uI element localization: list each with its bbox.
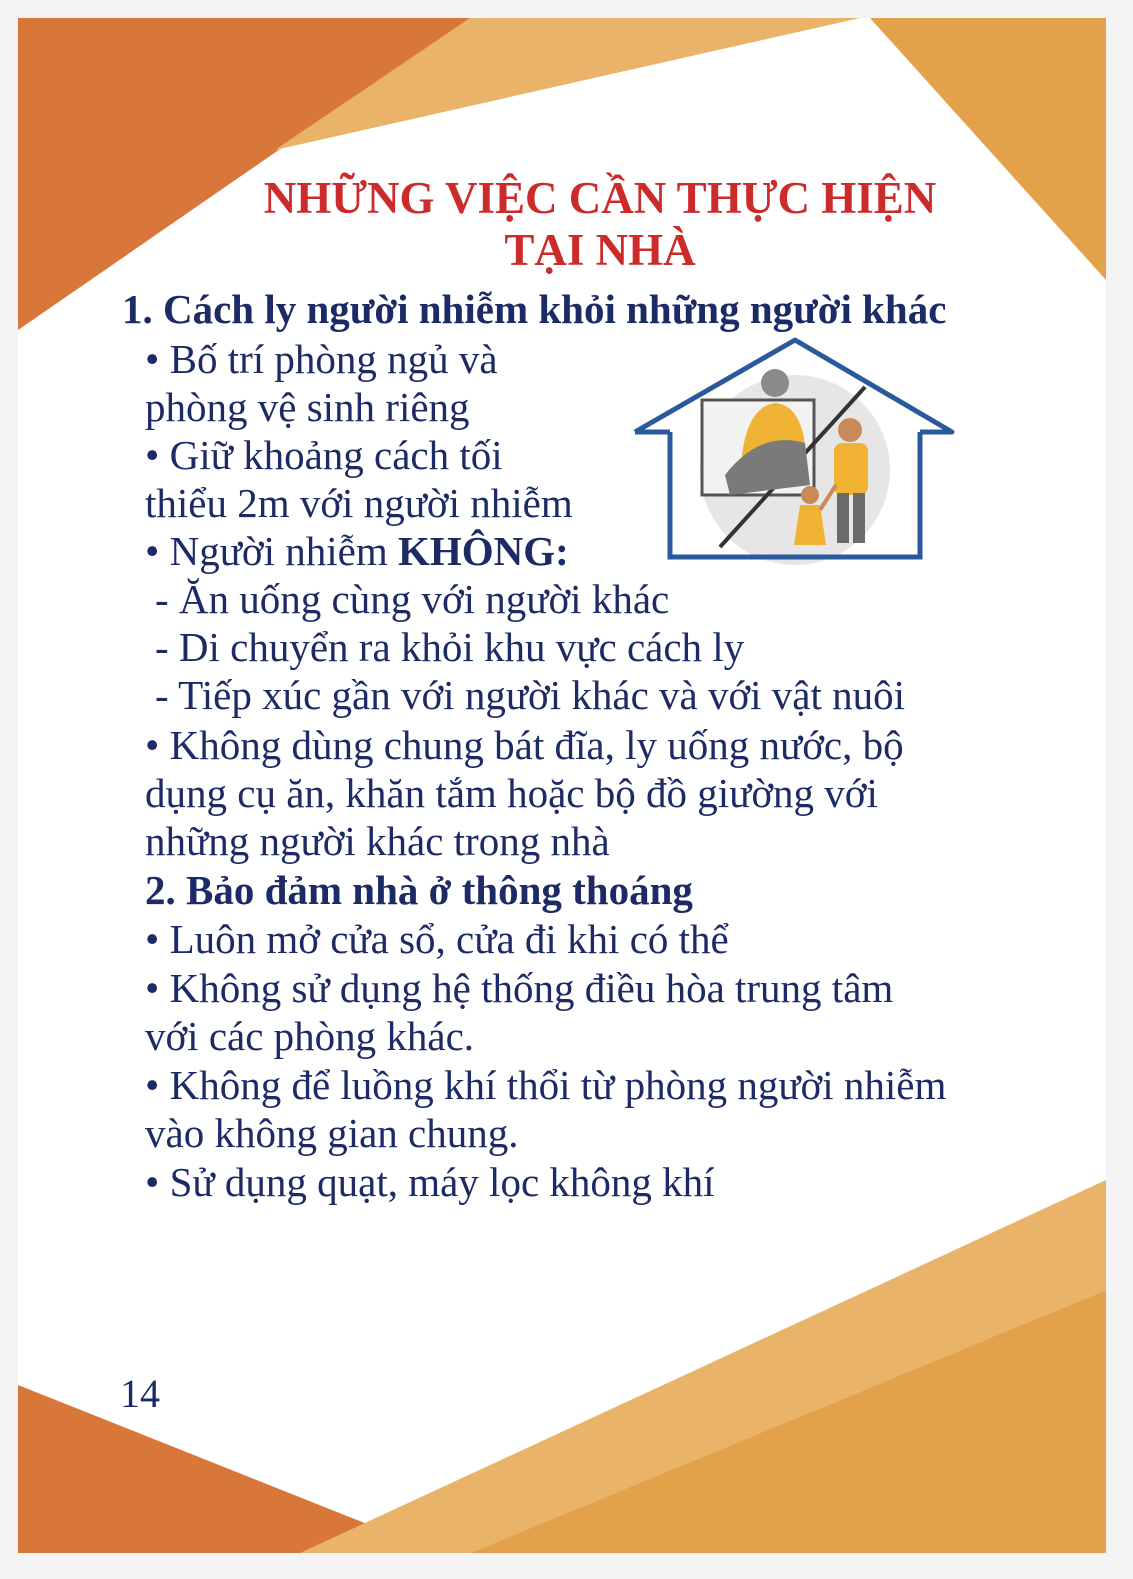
house-isolation-illustration [630, 335, 960, 575]
section-2-bullet-2-line-2: với các phòng khác. [145, 1013, 475, 1059]
section-1-bullet-1-line-1: • Bố trí phòng ngủ và [145, 336, 498, 382]
section-1-sub-item-1: - Ăn uống cùng với người khác [155, 576, 670, 622]
adult-torso [834, 443, 868, 495]
section-1-bullet-4-line-2: dụng cụ ăn, khăn tắm hoặc bộ đồ giường với [145, 770, 878, 816]
title-line-1: NHỮNG VIỆC CẦN THỰC HIỆN [263, 173, 937, 223]
adult-right-leg [853, 493, 865, 543]
bullet-3-emphasis: KHÔNG: [398, 528, 569, 574]
section-1-heading: 1. Cách ly người nhiễm khỏi những người khác [122, 286, 947, 332]
section-2-heading: 2. Bảo đảm nhà ở thông thoáng [145, 867, 693, 913]
section-1-sub-item-3: - Tiếp xúc gần với người khác và với vật nuôi [155, 672, 906, 718]
section-2-bullet-4: • Sử dụng quạt, máy lọc không khí [145, 1159, 715, 1205]
section-1-bullet-1-line-2: phòng vệ sinh riêng [145, 384, 470, 430]
section-1-bullet-4-line-1: • Không dùng chung bát đĩa, ly uống nước, bộ [145, 722, 904, 768]
page-title [200, 172, 1000, 276]
title-line-2: TẠI NHÀ [504, 225, 696, 275]
section-2-bullet-1: • Luôn mở cửa sổ, cửa đi khi có thể [145, 916, 729, 962]
page-number: 14 [120, 1371, 160, 1416]
section-1-bullet-2-line-2: thiểu 2m với người nhiễm [145, 480, 573, 526]
section-2-bullet-2-line-1: • Không sử dụng hệ thống điều hòa trung tâm [145, 965, 894, 1011]
adult-left-leg [837, 493, 849, 543]
section-1-sub-item-2: - Di chuyển ra khỏi khu vực cách ly [155, 624, 745, 670]
bullet-3-prefix: • Người nhiễm [145, 528, 398, 574]
child-head [801, 486, 819, 504]
section-1-bullet-2-line-1: • Giữ khoảng cách tối [145, 432, 503, 478]
section-2-bullet-3-line-2: vào không gian chung. [145, 1110, 519, 1156]
adult-head [838, 418, 862, 442]
section-1-bullet-4-line-3: những người khác trong nhà [145, 818, 610, 864]
section-2-bullet-3-line-1: • Không để luồng khí thổi từ phòng người nhiễm [145, 1062, 947, 1108]
section-1-bullet-3 [145, 527, 569, 575]
sick-person-head [761, 369, 789, 397]
